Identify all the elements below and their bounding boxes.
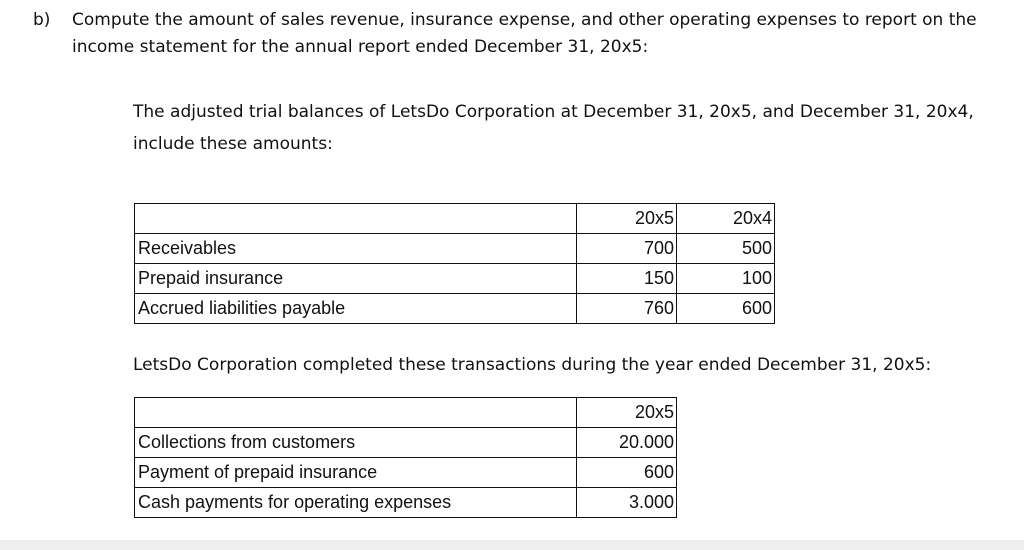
row-label: Payment of prepaid insurance [135, 458, 577, 488]
table-row [135, 294, 775, 324]
value-cell: 3.000 [577, 488, 677, 518]
table-header-row [135, 398, 677, 428]
row-label: Receivables [135, 234, 577, 264]
header-cell-blank [135, 204, 577, 234]
value-cell: 100 [677, 264, 775, 294]
header-cell-20x5: 20x5 [577, 204, 677, 234]
balances-table [134, 203, 775, 324]
row-label: Accrued liabilities payable [135, 294, 577, 324]
row-label: Collections from customers [135, 428, 577, 458]
table-row [135, 488, 677, 518]
intro-paragraph: The adjusted trial balances of LetsDo Corporation at December 31, 20x5, and December 31, 20x4, include these amounts: [133, 102, 974, 154]
value-cell: 20.000 [577, 428, 677, 458]
value-cell: 600 [677, 294, 775, 324]
header-cell-20x4: 20x4 [677, 204, 775, 234]
table-row [135, 234, 775, 264]
value-cell: 600 [577, 458, 677, 488]
row-label: Prepaid insurance [135, 264, 577, 294]
transactions-paragraph: LetsDo Corporation completed these transactions during the year ended December 31, 20x5: [133, 355, 932, 375]
value-cell: 700 [577, 234, 677, 264]
question-text: Compute the amount of sales revenue, insurance expense, and other operating expenses to report on the income statement for the annual report ended December 31, 20x5: [72, 10, 977, 57]
value-cell: 760 [577, 294, 677, 324]
table-row [135, 458, 677, 488]
table-row [135, 428, 677, 458]
value-cell: 500 [677, 234, 775, 264]
value-cell: 150 [577, 264, 677, 294]
question-label: b) [33, 10, 51, 30]
header-cell-20x5: 20x5 [577, 398, 677, 428]
transactions-table [134, 397, 677, 518]
row-label: Cash payments for operating expenses [135, 488, 577, 518]
table-row [135, 264, 775, 294]
header-cell-blank [135, 398, 577, 428]
bottom-strip [0, 540, 1024, 550]
table-header-row [135, 204, 775, 234]
